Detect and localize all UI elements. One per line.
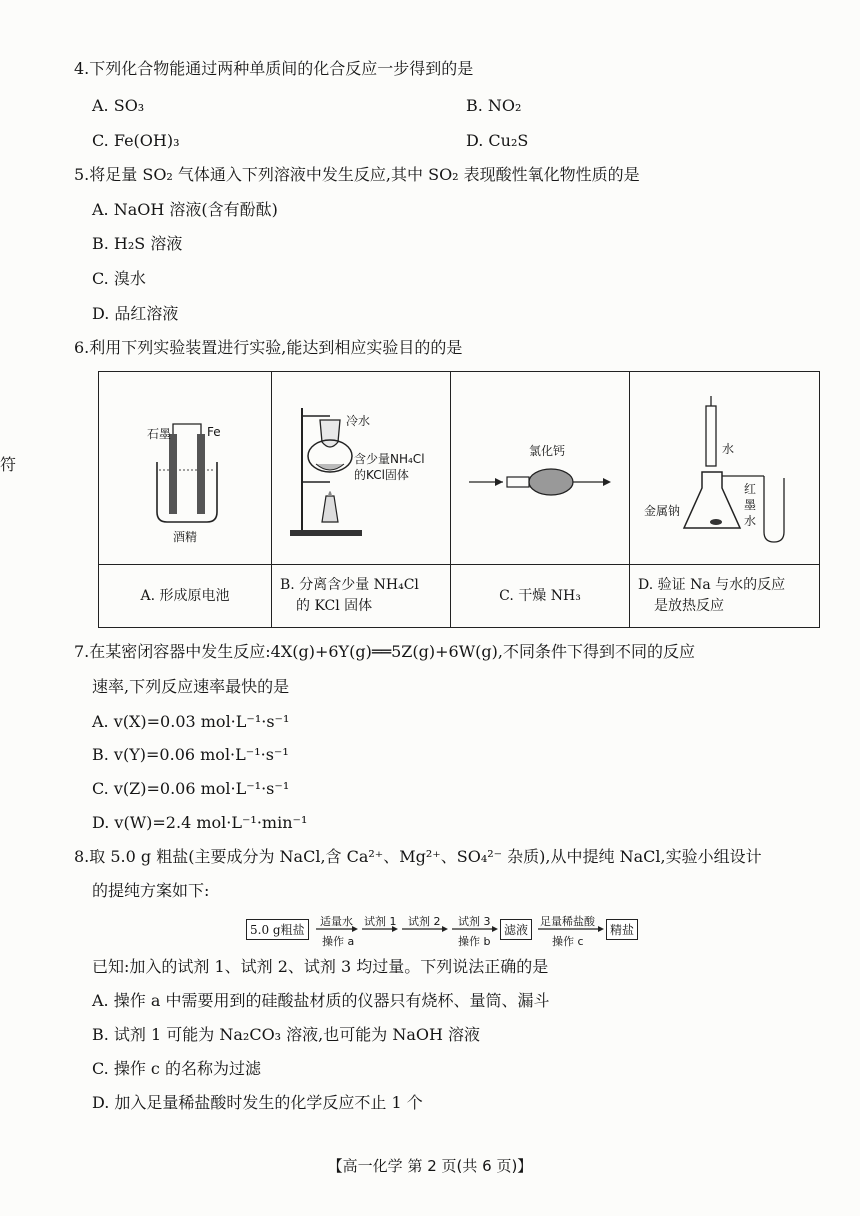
flow-step-b: 操作 b	[458, 935, 491, 948]
q8-option-a: A. 操作 a 中需要用到的硅酸盐材质的仪器只有烧杯、量筒、漏斗	[92, 991, 550, 1010]
apparatus-a-cell	[99, 372, 272, 565]
apparatus-d-cell	[630, 372, 820, 565]
q6-stem: 6.利用下列实验装置进行实验,能达到相应实验目的的是	[74, 338, 463, 357]
cold-water-label: 冷水	[346, 414, 371, 428]
flow-start-box: 5.0 g粗盐	[246, 919, 309, 940]
q4-stem: 4.下列化合物能通过两种单质间的化合反应一步得到的是	[74, 59, 474, 78]
sodium-water-flask-diagram	[630, 372, 822, 564]
ethanol-label: 酒精	[173, 530, 198, 544]
q7-option-b: B. v(Y)=0.06 mol·L⁻¹·s⁻¹	[92, 745, 289, 764]
graphite-label: 石墨	[147, 427, 172, 441]
q4-option-d: D. Cu₂S	[466, 131, 529, 150]
q5-option-d: D. 品红溶液	[92, 304, 179, 323]
flow-step-c: 操作 c	[552, 935, 584, 948]
caption-b: B. 分离含少量 NH₄Cl 的 KCl 固体	[272, 565, 451, 628]
q4-option-c: C. Fe(OH)₃	[92, 131, 180, 150]
q5-option-a: A. NaOH 溶液(含有酚酞)	[92, 200, 278, 219]
q7-stem-line2: 速率,下列反应速率最快的是	[92, 677, 290, 696]
drying-tube-diagram	[451, 372, 629, 564]
q7-option-d: D. v(W)=2.4 mol·L⁻¹·min⁻¹	[92, 813, 308, 832]
water-label: 水	[722, 442, 735, 456]
red-ink-label-3: 水	[744, 514, 757, 528]
page-footer: 【高一化学 第 2 页(共 6 页)】	[327, 1157, 533, 1175]
q4-option-b: B. NO₂	[466, 96, 522, 115]
solid-mixture-label-2: 的KCl固体	[354, 468, 409, 482]
purification-flowchart	[246, 913, 646, 947]
flow-acid: 足量稀盐酸	[540, 915, 595, 928]
caption-c: C. 干燥 NH₃	[451, 565, 630, 628]
q5-stem: 5.将足量 SO₂ 气体通入下列溶液中发生反应,其中 SO₂ 表现酸性氧化物性质的是	[74, 165, 640, 184]
apparatus-b-cell	[272, 372, 451, 565]
q7-stem-line1: 7.在某密闭容器中发生反应:4X(g)+6Y(g)══5Z(g)+6W(g),不同条件下得到不同的反应	[74, 642, 695, 661]
red-ink-label-2: 墨	[744, 498, 757, 512]
flow-step1-top: 适量水	[320, 915, 353, 928]
q8-option-d: D. 加入足量稀盐酸时发生的化学反应不止 1 个	[92, 1093, 423, 1112]
q8-stem-line2: 的提纯方案如下:	[92, 881, 210, 900]
apparatus-c-cell	[451, 372, 630, 565]
margin-binding-char: 符	[0, 455, 17, 474]
q7-option-c: C. v(Z)=0.06 mol·L⁻¹·s⁻¹	[92, 779, 290, 798]
flow-step1-bottom: 操作 a	[322, 935, 355, 948]
q5-option-b: B. H₂S 溶液	[92, 234, 183, 253]
q5-option-c: C. 溴水	[92, 269, 146, 288]
sodium-label: 金属钠	[644, 504, 681, 518]
q8-option-c: C. 操作 c 的名称为过滤	[92, 1059, 261, 1078]
flow-filtrate-box: 滤液	[500, 919, 532, 940]
q6-apparatus-table	[98, 371, 820, 628]
q8-stem-line1: 8.取 5.0 g 粗盐(主要成分为 NaCl,含 Ca²⁺、Mg²⁺、SO₄²⁻ 杂质),从中提纯 NaCl,实验小组设计	[74, 847, 762, 866]
caption-d: D. 验证 Na 与水的反应 是放热反应	[630, 565, 820, 628]
iron-label: Fe	[207, 425, 221, 439]
red-ink-label-1: 红	[744, 482, 757, 496]
caption-a: A. 形成原电池	[99, 565, 272, 628]
flow-reagent2: 试剂 2	[408, 915, 441, 928]
q7-option-a: A. v(X)=0.03 mol·L⁻¹·s⁻¹	[92, 712, 290, 731]
q8-note: 已知:加入的试剂 1、试剂 2、试剂 3 均过量。下列说法正确的是	[92, 957, 549, 976]
calcium-chloride-label: 氯化钙	[529, 444, 566, 458]
q8-option-b: B. 试剂 1 可能为 Na₂CO₃ 溶液,也可能为 NaOH 溶液	[92, 1025, 481, 1044]
flow-reagent3: 试剂 3	[458, 915, 491, 928]
flow-end-box: 精盐	[606, 919, 638, 940]
flow-reagent1: 试剂 1	[364, 915, 397, 928]
q4-option-a: A. SO₃	[92, 96, 145, 115]
solid-mixture-label-1: 含少量NH₄Cl	[354, 452, 425, 466]
